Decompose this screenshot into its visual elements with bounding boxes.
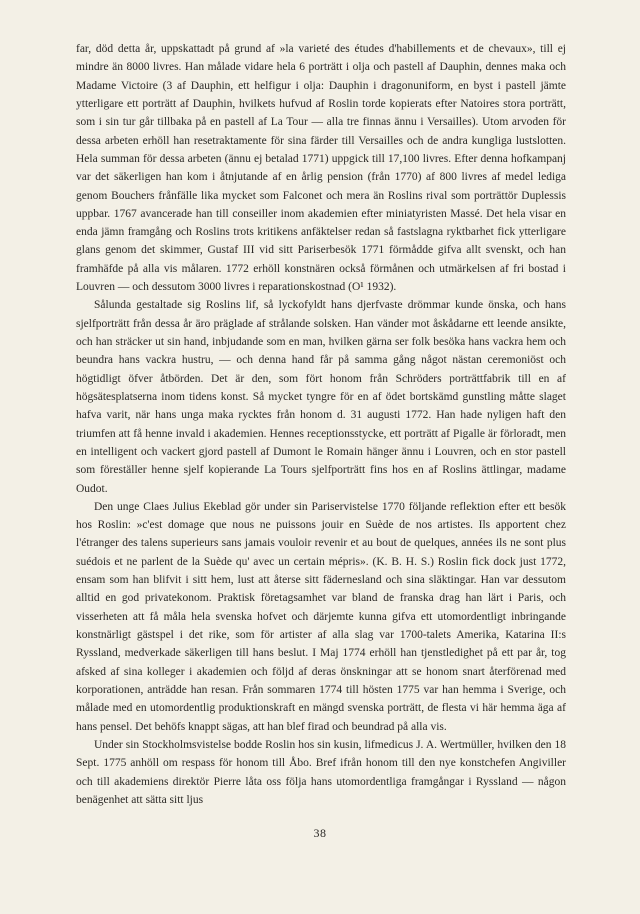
paragraph: far, död detta år, uppskattadt på grund af »la varieté des études d'habillements et de chevaux», till ej mindre än 8000 livres. Han målade vidare hela 6 porträtt i olja och pastell af Dauphin, dennes maka och Madame Victoire (3 af Dauphin, ett helfigur i olja: Dauphin i dragonuniform, en byst i pastell jämte ytterligare ett porträtt af Dauphin, hvilkets hufvud af Roslin torde kopierats efter Natoires stora porträtt, som i sin tur går tillbaka på en pastell af La Tour — alla tre finnas ännu i Versailles). Utom arvoden för dessa arbeten erhöll han resetraktamente för sina färder till Versailles och de andra kungliga lustslotten. Hela summan för dessa arbeten (ännu ej betalad 1771) uppgick till 17,100 livres. Efter denna hofkampanj var det säkerligen han kom i åtnjutande af en årlig pension (från 1770) af 800 livres af medel lediga genom Bouchers frånfälle lika mycket som Falconet och mera än Roslins rival som porträttör Duplessis uppbar. 1767 avancerade han till conseiller inom akademien efter miniatyristen Massé. Det hela visar en enda jämn framgång och Roslins trots kritikens anfäktelser redan så fastslagna ryktbarhet fick ytterligare glans genom det skimmer, Gustaf III vid sitt Pariserbesök 1771 förmådde gifva allt svenskt, och han framhäfde på alla vis målaren. 1772 erhöll konstnären också förmånen och utmärkelsen af fri bostad i Louvren — och dessutom 3000 livres i reparationskostnad (O¹ 1932).: [76, 43, 566, 294]
body-text: [76, 40, 566, 809]
paragraph: Sålunda gestaltade sig Roslins lif, så lyckofyldt hans djerfvaste drömmar kunde önska, och hans sjelfporträtt från dessa år äro präglade af strålande solsken. Han vänder mot åskådarne ett leende ansikte, och han sträcker ut sin hand, inbjudande som en man, hvilken gärna ser folk besöka hans vackra hem och beundra hans vackra hustru, — och denna hand får på samma gång något nästan ceremoniöst och högtidligt öfver åtbörden. Det är den, som fört honom från Schröders porträttfabrik till en af högsätesplatserna inom tidens konst. Så mycket tyngre för en af ödet bortskämd gunstling måtte slaget hafva varit, när hans unga maka rycktes från honom d. 31 augusti 1772. Han hade nyligen haft den triumfen att få henne invald i akademien. Hennes receptionsstycke, ett porträtt af Pigalle är förloradt, men en intelligent och vackert gjord pastell af Dumont le Romain hänger ännu i Louvren, och en stor pastell som föreställer henne sjelf kopierande La Tours sjelfporträtt fins hos en af Roslins ättlingar, madame Oudot.: [76, 299, 566, 495]
paragraph: Den unge Claes Julius Ekeblad gör under sin Pariservistelse 1770 följande reflektion efter ett besök hos Roslin: »c'est domage que nous ne puissons jouir en Suède de nos artistes. Ils apportent chez l'étranger des talens superieurs sans jamais vouloir revenir et au bout de quelques, années ils ne sont plus suédois et ne parlent de la Suède qu' avec un certain mépris». (K. B. H. S.) Roslin fick dock just 1772, ensam som han blifvit i sitt hem, lust att återse sitt fädernesland och sina släktingar. Han var dessutom alltid en god privatekonom. Praktisk företagsamhet var bland de franska drag han lärt i Paris, och visserheten att få måla hela svenska hofvet och därjemte kunna gifva ett utomordentligt inbringande konstnärligt gästspel i det rike, som för artister af alla slag var 1700-talets Amerika, Katarina II:s Ryssland, medverkade säkerligen till hans beslut. I Maj 1774 erhöll han tjenstledighet på ett par år, tog afsked af sina kolleger i akademien och följd af deras önskningar att se honom snart återförenad med korporationen, anträdde han resan. Från sommaren 1774 till hösten 1775 var han hemma i Sverige, och målade med en utomordentlig produktionskraft en mängd svenska porträtt, de flesta vi här hemma äga af hans pensel. Det behöfs knappt sägas, att han blef firad och beundrad på alla vis.: [76, 500, 566, 733]
page-number: 38: [313, 826, 327, 840]
paragraph: Under sin Stockholmsvistelse bodde Roslin hos sin kusin, lifmedicus J. A. Wertmüller, hvilken den 18 Sept. 1775 anhöll om respass för honom till Åbo. Bref ifrån honom till den nye konstchefen Angiviller och till akademiens direktör Pierre låta oss följa hans utomordentliga framgångar i Ryssland — någon benägenhet att sätta sitt ljus: [76, 738, 566, 806]
